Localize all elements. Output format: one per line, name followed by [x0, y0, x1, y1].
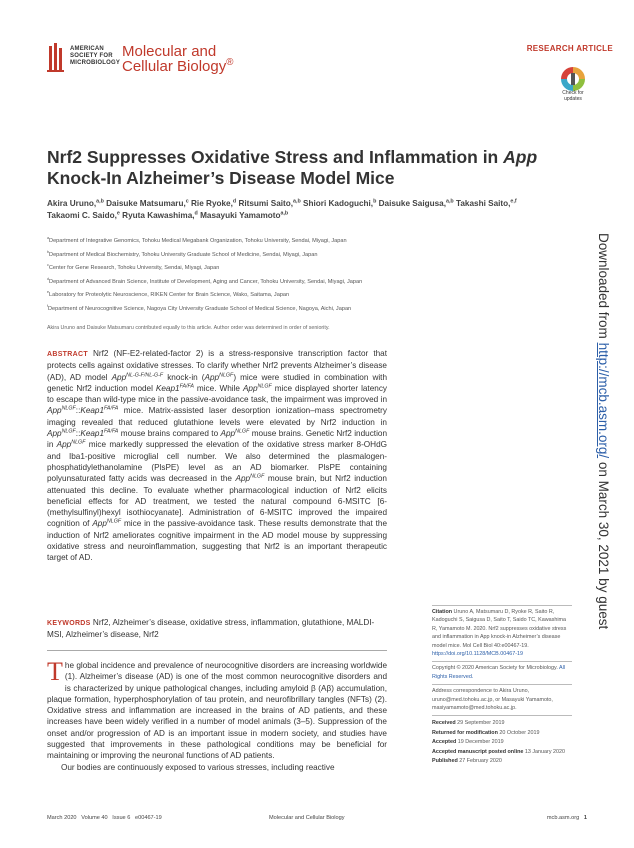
crossmark-line: updates [564, 96, 582, 102]
society-line: AMERICAN [70, 46, 104, 52]
title-text: Knock-In Alzheimer’s Disease Model Mice [47, 168, 395, 188]
site-link[interactable]: mcb.asm.org [546, 815, 580, 821]
society-line: MICROBIOLOGY [70, 60, 121, 66]
author: Akira Uruno,$^{a,b}$ [47, 198, 104, 208]
section-divider [47, 650, 387, 651]
contribution-note: Akira Uruno and Daisuke Matsumaru contributed equally to this article. Author order was determined in order of seniority. [47, 325, 330, 331]
correspondence: Address correspondence to Akira Uruno, uruno@med.tohoku.ac.jp, or Masayuki Yamamoto, masiyamamoto@med.tohoku.ac.jp. [432, 684, 572, 712]
download-notice: Downloaded from http://mcb.asm.org/ on March 30, 2021 by guest [596, 233, 611, 630]
affiliation: $^c$Center for Gene Research, Tohoku University, Sendai, Miyagi, Japan [47, 263, 220, 272]
abstract-label: ABSTRACT [47, 351, 88, 358]
author: Takashi Saito,$^{e,f}$ [455, 198, 517, 208]
copyright-box: Copyright © 2020 American Society for Microbiology. All Rights Reserved. [432, 661, 572, 681]
dates-box: Received 29 September 2019 Returned for modification 20 October 2019 Accepted 19 December 2019 Accepted manuscript posted online 13 January 2020 Published 27 February 2020 [432, 715, 572, 765]
author: Takaomi C. Saido,$^e$ [47, 209, 120, 220]
affiliation: $^b$Department of Medical Biochemistry, Tohoku University Graduate School of Medicine, Sendai, Miyagi, Japan [47, 249, 318, 258]
journal-line: Molecular and [122, 43, 217, 60]
keywords-label: KEYWORDS [47, 620, 91, 627]
citation-box: Citation Uruno A, Matsumaru D, Ryoke R, Saito R, Kadoguchi S, Saigusa D, Saito T, Saido TC, Kawashima R, Yamamoto M. 2020. Nrf2 suppresses oxidative stress and inflammation in App knock-in Alzheimer’s disease model mice. Mol Cell Biol 40:e00467-19. https://doi.org/10.1128/MCB.00467-19 [432, 605, 572, 658]
doi-link[interactable]: https://doi.org/10.1128/MCB.00467-19 [432, 651, 524, 658]
article-title [47, 147, 547, 189]
section-label: RESEARCH ARTICLE [526, 44, 613, 53]
author: Daisuke Matsumaru,$^c$ [106, 198, 189, 208]
affiliation: $^e$Laboratory for Proteolytic Neuroscience, RIKEN Center for Brain Science, Wako, Saitama, Japan [47, 290, 290, 299]
asm-logo-icon [47, 40, 65, 74]
citation-label: Citation [432, 609, 453, 615]
journal-name [122, 44, 233, 74]
affiliation: $^a$Department of Integrative Genomics, Tohoku Medical Megabank Organization, Tohoku University, Sendai, Miyagi, Japan [47, 236, 347, 244]
author: Daisuke Saigusa,$^{a,b}$ [378, 198, 454, 208]
rights-link[interactable]: All Rights Reserved. [432, 665, 566, 680]
footer-site [547, 815, 587, 821]
article-info-sidebar [432, 605, 572, 769]
affiliation: $^f$Department of Neurocognitive Science, Nagoya City University Graduate School of Medical Science, Nagoya, Aichi, Japan [47, 304, 352, 312]
title-gene: App [503, 147, 538, 167]
drop-cap: T [47, 657, 63, 686]
journal-line: Cellular Biology [122, 58, 227, 75]
footer-issue-info: March 2020 Volume 40 Issue 6 e00467-19 [47, 815, 162, 821]
affiliation-list [47, 238, 577, 320]
author-list [47, 198, 577, 221]
trademark: ® [226, 57, 234, 68]
affiliation: $^d$Department of Advanced Brain Science, Institute of Development, Aging and Cancer, Tohoku University, Sendai, Miyagi, Japan [47, 276, 363, 285]
author: Ryuta Kawashima,$^d$ [122, 209, 198, 220]
paragraph: The global incidence and prevalence of neurocognitive disorders are increasing worldwide (1). Alzheimer’s disease (AD) is one of the most common neurocognitive disorders and is characterized by unique pathological changes, including amyloid β (Aβ) accumulation, plaque formation, hyperphosphorylation of tau protein, and neurofibrillary tangles (NFTs) (2). Oxidative stress and inflammation are increased in the brains of AD patients, and these increases have been widely verified in a number of model animals (3–5). Suppression of the onset and/or progression of AD is an important issue in modern society, and studies have suggested that improvements in these pathological conditions may be beneficial for maintaining or improving the neuronal functions of AD patients. [47, 657, 387, 761]
page-number: 1 [583, 815, 587, 821]
society-line: SOCIETY FOR [70, 53, 113, 59]
author: Ritsumi Saito,$^{a,b}$ [238, 198, 301, 208]
body-text [47, 657, 387, 773]
paragraph: Our bodies are continuously exposed to various stresses, including reactive [61, 762, 335, 772]
author: Rie Ryoke,$^d$ [191, 198, 237, 208]
crossmark-label[interactable] [548, 90, 598, 102]
title-text: Nrf2 Suppresses Oxidative Stress and Inflammation in [47, 147, 504, 167]
author: Shiori Kadoguchi,$^b$ [303, 198, 377, 208]
keywords-text: Nrf2, Alzheimer’s disease, oxidative stress, inflammation, glutathione, MALDI-MSI, Alzheimer’s disease, Nrf2 [47, 618, 375, 640]
keywords [47, 617, 387, 641]
author: Masayuki Yamamoto$^{a,b}$ [200, 209, 289, 220]
download-link[interactable]: http://mcb.asm.org/ [596, 342, 611, 459]
footer-journal: Molecular and Cellular Biology [269, 815, 345, 821]
crossmark-line: Check for [562, 90, 584, 96]
society-name [70, 46, 120, 67]
abstract: ABSTRACT Nrf2 (NF-E2-related-factor 2) is a stress-responsive transcription factor that protects cells against oxidative stresses. To clarify whether Nrf2 prevents Alzheimer’s disease (AD), AD model App$^{NL-G-F/NL-G-F}$ knock-in (App$^{NLGF}$) mice were studied in combination with genetic Nrf2 induction model $Keap1^{FA/FA}$ mice. While App$^{NLGF}$ mice displayed shorter latency to escape than wild-type mice in the passive-avoidance task, the impairment was improved in $App^{NLGF}::Keap1^{FA/FA}$ mice. Matrix-assisted laser desorption ionization–mass spectrometry imaging revealed that reduced glutathione levels were elevated by Nrf2 induction in $App^{NLGF}::Keap1^{FA/FA}$ mouse brains compared to App$^{NLGF}$ mouse brains. Genetic Nrf2 induction in App$^{NLGF}$ mice markedly suppressed the elevation of the oxidative stress marker 8-OHdG and Iba1-positive microglial cell number. We also determined the plasmalogen-phosphatidylethanolamine (PlsPE) level as an AD biomarker. PlsPE containing polyunsaturated fatty acids was decreased in the App$^{NLGF}$ mouse brain, but Nrf2 induction attenuated this decline. To evaluate whether pharmacological induction of Nrf2 elicits beneficial effects for AD treatment, we tested the natural compound 6-MSITC [6-(methylsulfinyl)hexyl isothiocyanate]. Administration of 6-MSITC improved the impaired cognition of App$^{NLGF}$ mice in the passive-avoidance task. These results demonstrate that the induction of Nrf2 ameliorates cognitive impairment in the AD model mouse by suppressing oxidative stress and neuroinflammation, suggesting that Nrf2 is an important therapeutic target of AD. [47, 349, 388, 563]
